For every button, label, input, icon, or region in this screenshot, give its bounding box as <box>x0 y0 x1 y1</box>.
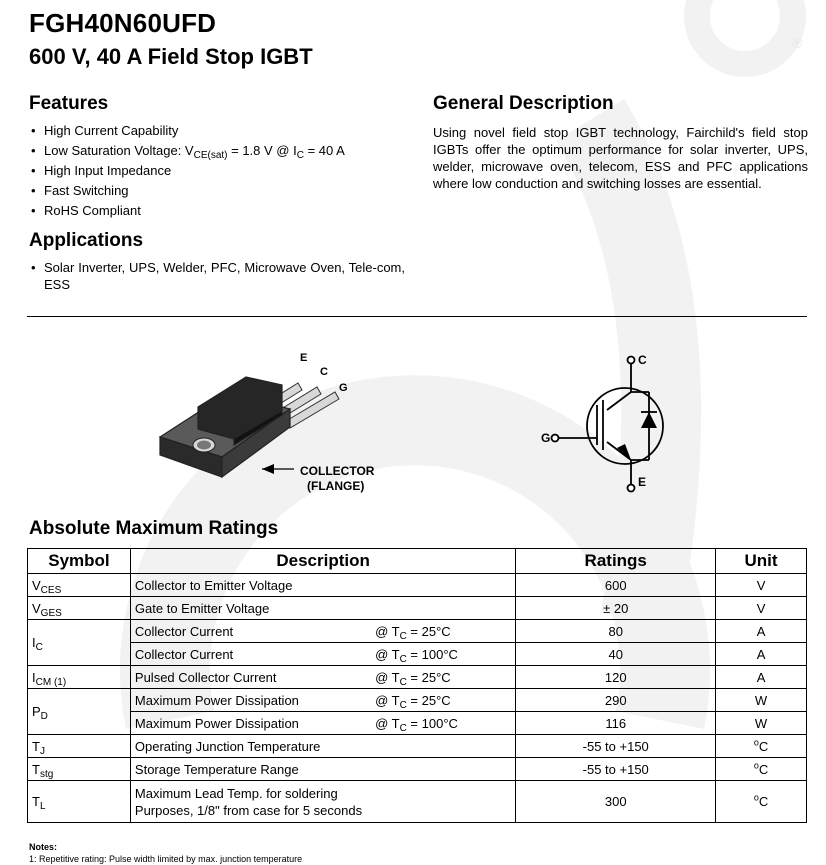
igbt-schematic-symbol <box>535 350 685 495</box>
description-cell: Operating Junction Temperature <box>130 735 515 758</box>
unit-cell: A <box>716 643 807 666</box>
symbol-pin-e-label: E <box>638 475 647 489</box>
applications-heading: Applications <box>29 230 144 251</box>
symbol-cell: $T_L$ <box>28 781 131 823</box>
rating-cell: 116 <box>516 712 716 735</box>
description-cell: Maximum Power Dissipation <box>130 712 373 735</box>
table-row <box>28 643 807 666</box>
rating-cell: -55 to +150 <box>516 758 716 781</box>
description-cell: Maximum Power Dissipation <box>130 689 373 712</box>
rating-cell: 40 <box>516 643 716 666</box>
description-cell: Maximum Lead Temp. for soldering Purposes, 1/8" from case for 5 seconds <box>130 781 515 823</box>
rating-cell: -55 to +150 <box>516 735 716 758</box>
unit-cell: $^o$C <box>716 758 807 781</box>
table-row <box>28 735 807 758</box>
package-pin-e-label: E <box>300 352 308 364</box>
rating-cell: 120 <box>516 666 716 689</box>
table-row <box>28 781 807 823</box>
list-item: • Low Saturation Voltage: $V_{CE(sat)} = 1.8$ V @ $I_C = 40$ A <box>29 141 409 161</box>
description-cell: Storage Temperature Range <box>130 758 515 781</box>
unit-cell: $^o$C <box>716 735 807 758</box>
header-description: Description <box>130 549 515 574</box>
flange-label: (FLANGE) <box>307 479 365 493</box>
description-cell: Collector to Emitter Voltage <box>130 574 515 597</box>
unit-cell: V <box>716 574 807 597</box>
rating-cell: 600 <box>516 574 716 597</box>
features-list <box>29 121 409 221</box>
svg-text:®: ® <box>792 35 803 51</box>
condition-cell: @ $T_C = 25^\circ C$ <box>373 620 516 643</box>
description-cell: Collector Current <box>130 643 373 666</box>
package-pin-c-label: C <box>320 366 328 378</box>
notes <box>29 841 302 865</box>
symbol-cell: $V_{GES}$ <box>28 597 131 620</box>
table-row <box>28 666 807 689</box>
description-cell: Collector Current <box>130 620 373 643</box>
rating-cell: 290 <box>516 689 716 712</box>
table-row <box>28 597 807 620</box>
general-description-text: Using novel field stop IGBT technology, Fairchild's field stop IGBTs offer the optimum performance for solar inverter, UPS, welder, microwave oven, telecom, ESS and PFC applications where low conduction and switching losses are essential. <box>433 125 808 191</box>
table-row <box>28 712 807 735</box>
section-divider <box>27 316 807 317</box>
table-row <box>28 689 807 712</box>
note-1: 1: Repetitive rating: Pulse width limited by max. junction temperature <box>29 854 303 864</box>
notes-title: Notes: <box>29 842 58 852</box>
unit-cell: A <box>716 666 807 689</box>
table-row <box>28 758 807 781</box>
header-symbol: Symbol <box>28 549 131 574</box>
general-description-heading: General Description <box>433 93 614 114</box>
rating-cell: ± 20 <box>516 597 716 620</box>
symbol-pin-g-label: G <box>541 431 551 445</box>
rating-cell: 300 <box>516 781 716 823</box>
part-number-title: FGH40N60UFD <box>29 8 217 38</box>
unit-cell: $^o$C <box>716 781 807 823</box>
symbol-cell: $I_{CM (1)}$ <box>28 666 131 689</box>
features-heading: Features <box>29 93 109 114</box>
list-item: • High Current Capability <box>29 121 409 141</box>
symbol-cell: $P_D$ <box>28 689 131 735</box>
symbol-cell: $V_{CES}$ <box>28 574 131 597</box>
list-item: • Solar Inverter, UPS, Welder, PFC, Microwave Oven, Tele-com, ESS <box>29 259 405 293</box>
symbol-cell: $T_J$ <box>28 735 131 758</box>
description-cell: Gate to Emitter Voltage <box>130 597 515 620</box>
symbol-cell: $I_C$ <box>28 620 131 666</box>
condition-cell: @ $T_C = 25^\circ C$ <box>373 666 516 689</box>
to247-package-drawing <box>150 345 400 500</box>
table-row <box>28 574 807 597</box>
header-ratings: Ratings <box>516 549 716 574</box>
part-subtitle: 600 V, 40 A Field Stop IGBT <box>29 44 313 69</box>
list-item: • High Input Impedance <box>29 161 409 181</box>
symbol-pin-c-label: C <box>638 353 647 367</box>
condition-cell: @ $T_C = 100^\circ C$ <box>373 643 516 666</box>
list-item: • RoHS Compliant <box>29 201 409 221</box>
symbol-cell: $T_{stg}$ <box>28 758 131 781</box>
collector-label: COLLECTOR <box>300 464 375 478</box>
rating-cell: 80 <box>516 620 716 643</box>
unit-cell: V <box>716 597 807 620</box>
absolute-maximum-ratings-table <box>27 548 807 823</box>
table-row <box>28 620 807 643</box>
ratings-heading: Absolute Maximum Ratings <box>29 518 279 539</box>
unit-cell: W <box>716 712 807 735</box>
unit-cell: W <box>716 689 807 712</box>
package-pin-g-label: G <box>339 382 348 394</box>
condition-cell: @ $T_C = 25^\circ C$ <box>373 689 516 712</box>
description-cell: Pulsed Collector Current <box>130 666 373 689</box>
applications-list <box>29 259 405 293</box>
unit-cell: A <box>716 620 807 643</box>
condition-cell: @ $T_C = 100^\circ C$ <box>373 712 516 735</box>
header-unit: Unit <box>716 549 807 574</box>
table-header-row <box>28 549 807 574</box>
list-item: • Fast Switching <box>29 181 409 201</box>
